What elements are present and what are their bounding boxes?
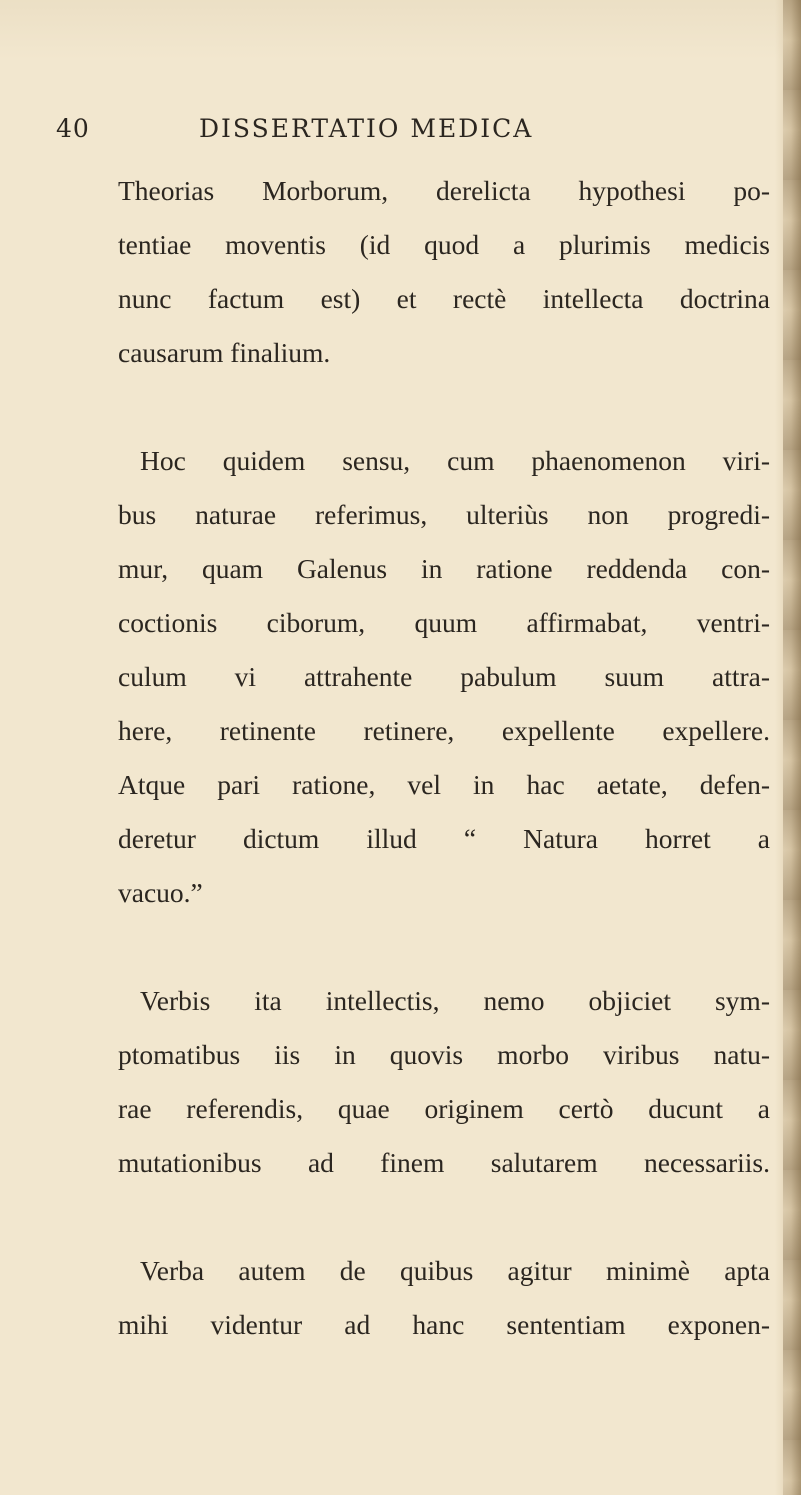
text-line: deretur dictum illud “ Natura horret a [118,823,770,854]
text-line: Atque pari ratione, vel in hac aetate, defen- [118,769,770,800]
page-number: 40 [56,114,90,143]
text-line: nunc factum est) et rectè intellecta doctrina [118,283,770,314]
text-line: rae referendis, quae originem certò ducunt a [118,1093,770,1124]
text-line: culum vi attrahente pabulum suum attra- [118,661,770,692]
text-line: mur, quam Galenus in ratione reddenda con- [118,553,770,584]
paragraph-3 [118,974,770,1190]
text-line: mutationibus ad finem salutarem necessariis. [118,1147,770,1178]
text-line: here, retinente retinere, expellente expellere. [118,715,770,746]
paragraph-1 [118,164,770,380]
text-line: Hoc quidem sensu, cum phaenomenon viri- [140,445,770,476]
text-line: vacuo.” [118,877,203,908]
text-line: mihi videntur ad hanc sententiam exponen- [118,1309,770,1340]
paragraph-2 [118,434,770,920]
page-header [56,114,656,158]
running-head: DISSERTATIO MEDICA [199,114,534,143]
text-line: bus naturae referimus, ulteriùs non progredi- [118,499,770,530]
body-text [118,164,770,1352]
text-line: Verba autem de quibus agitur minimè apta [140,1255,770,1286]
page-edge [783,0,801,1495]
text-line: Theorias Morborum, derelicta hypothesi po- [118,175,770,206]
text-line: tentiae moventis (id quod a plurimis medicis [118,229,770,260]
text-line: coctionis ciborum, quum affirmabat, ventri- [118,607,770,638]
text-line: Verbis ita intellectis, nemo objiciet sym- [140,985,770,1016]
text-line: causarum finalium. [118,337,331,368]
paragraph-4 [118,1244,770,1352]
text-line: ptomatibus iis in quovis morbo viribus natu- [118,1039,770,1070]
